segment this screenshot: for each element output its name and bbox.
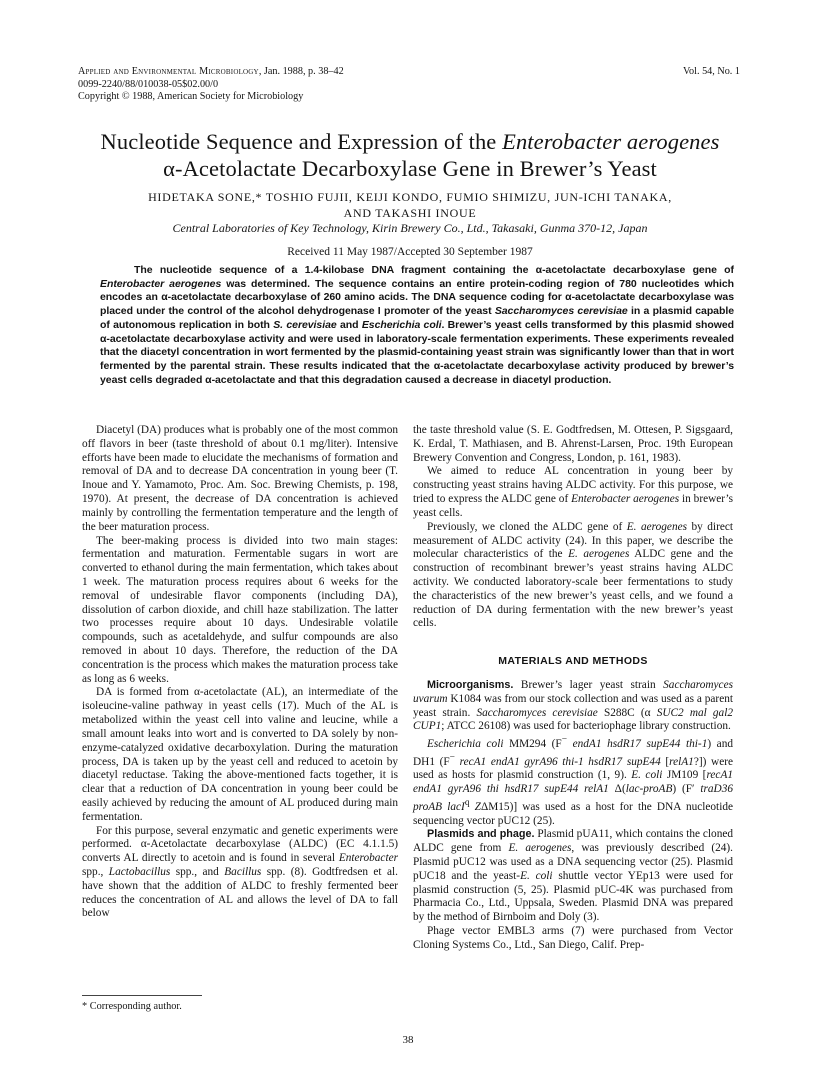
text-run: ; ATCC 26108) was used for bacteriophage library construction. [441,720,731,733]
abstract-italic: S. cerevisiae [273,318,337,331]
abstract-text: in a plasmid capable of autonomous replication in both [100,305,734,331]
paragraph [413,465,733,520]
paragraph [413,521,733,632]
text-run: ?]) were used as hosts for plasmid construction (1, 9). [413,755,733,782]
paragraph [413,828,733,925]
author-list [60,190,760,221]
italic-run: Enterobacter aerogenes [571,493,680,506]
abstract-text: The nucleotide sequence of a 1.4-kilobase DNA fragment containing the α-acetolactate decarboxylase gene of [134,264,734,276]
italic-run: E. aerogenes [568,548,630,561]
article-title [60,128,760,182]
run-in-heading: Plasmids and phage. [427,828,535,841]
text-run: Δ( [608,783,626,796]
text-run: Brewer’s lager yeast strain [513,679,664,691]
paragraph: Diacetyl (DA) produces what is probably one of the most common off flavors in beer (taste threshold of about 0.1 mg/liter). Intensive efforts have been made to elucidate the mechanisms of formation and removal of DA and to decrease DA concentration in young beer (T. Inoue and Y. Yamamoto, Proc. Am. Soc. Brewing Chemists, p. 198, 1970). At present, the decrease of DA concentration is achieved mainly by controlling the fermentation temperature and the length of the beer maturation process. [82,424,398,533]
italic-run: E. coli [631,769,663,782]
italic-run: Lactobacillus [108,866,171,878]
italic-run: SUC2 mal gal2 CUP1 [413,706,733,733]
text-run: spp. (8). Godtfredsen et al. have shown that the addition of ALDC to freshly fermented beer reduces the concentration of AL and allows the level of DA to fall below [82,866,398,920]
journal-name: Applied and Environmental Microbiology [78,66,259,77]
text-run: S288C (α [597,706,657,719]
journal-header [78,66,498,104]
page-number: 38 [402,1034,414,1046]
paragraph: the taste threshold value (S. E. Godtfredsen, M. Ottesen, P. Sigsgaard, K. Erdal, T. Mathiasen, and B. Ahrenst-Larsen, Proc. 19th European Brewery Convention and Congress, London, p. 161, 1983). [413,424,733,464]
run-in-heading: Microorganisms. [427,679,514,691]
text-run: JM109 [ [662,769,707,782]
text-run: K1084 was from our stock collection and was used as a parent yeast strain. [413,692,733,719]
abstract-italic: Enterobacter aerogenes [100,277,222,290]
abstract [100,264,734,387]
abstract-italic: Escherichia coli [361,318,442,331]
italic-run: Enterobacter [338,852,398,865]
text-run: spp., [82,866,109,878]
text-run: For this purpose, several enzymatic and genetic experiments were performed. α-Acetolactate decarboxylase (ALDC) (EC 4.1.1.5) converts AL directly to acetoin and is found in several [82,824,398,865]
title-line1-prefix: Nucleotide Sequence and Expression of the [100,129,503,154]
text-run: ) and DH1 (F [413,738,733,768]
paragraph: The beer-making process is divided into two main stages: fermentation and maturation. Fermentable sugars in wort are converted to ethanol during the main fermentation, which takes about 1 week. The maturation process requires about 6 weeks for the removal of undesirable flavor components (including DA), dissolution of carbon dioxide, and chill haze stabilization. The latter two processes require about 10 days. Undesirable volatile compounds, such as acetaldehyde, and sulfur compounds are also removed in about 10 days. Therefore, the reduction of the DA concentration is the process which makes the maturation process take as long as 6 weeks. [82,534,398,685]
paragraph [413,734,733,828]
received-dates: Received 11 May 1987/Accepted 30 September 1987 [287,246,533,258]
superscript: − [449,752,455,763]
text-run: MM294 (F [503,738,562,751]
italic-run: Escherichia coli [427,738,504,751]
text-run: ALDC gene and the construction of recombinant brewer’s yeast strains having ALDC activity. We conducted laboratory-scale beer fermentations to study the characteristics of the new brewer’s yeast cells, and we found a reduction of DA during fermentation with the new brewer’s yeast cells. [413,548,733,630]
text-run: [ [660,755,670,768]
italic-run: endA1 hsdR17 supE44 thi-1 [567,738,708,751]
italic-run: recA1 endA1 gyrA96 thi-1 hsdR17 supE44 [454,755,661,768]
footnote-rule [82,995,202,996]
abstract-text: and [336,318,362,331]
italic-run: E. aerogenes [508,842,572,855]
text-run: , was previously described (24). Plasmid pUC12 was used as a DNA sequencing vector (25). Plasmid pUC18 and the yeast- [413,842,734,882]
paragraph [82,825,398,922]
superscript: q [464,798,470,809]
text-run: in brewer’s yeast cells. [413,493,733,519]
text-run: We aimed to reduce AL concentration in young beer by constructing yeast strains having ALDC activity. For this purpose, we tried to express the ALDC gene of [413,465,733,506]
text-run: spp., and [170,866,225,878]
italic-run: lac-proAB [625,783,673,796]
italic-run: E. aerogenes [626,520,688,533]
italic-run: relA1 [669,755,694,768]
italic-run: E. coli [520,869,553,882]
italic-run: traD36 proAB lacI [413,783,733,813]
text-run: by direct measurement of ALDC activity (24). In this paper, we describe the molecular characteristics of the [413,520,734,561]
italic-run: recA1 endA1 gyrA96 thi hsdR17 supE44 relA1 [413,769,733,796]
paragraph [413,679,733,734]
article-code: 0099-2240/88/010038-05$02.00/0 [78,78,219,90]
affiliation: Central Laboratories of Key Technology, Kirin Brewery Co., Ltd., Takasaki, Gunma 370-12, Japan [172,221,648,235]
text-run: ΔM15)] was used as a host for the DNA nucleotide sequencing vector pUC12 (25). [413,800,733,827]
italic-run: Bacillus [224,866,262,878]
italic-run: Saccharomyces uvarum [413,679,733,705]
italic-run: Z [469,800,481,813]
text-run: Previously, we cloned the ALDC gene of [427,520,627,533]
volume-info: Vol. 54, No. 1 [683,66,740,77]
section-heading: MATERIALS AND METHODS [498,655,648,668]
superscript: − [561,735,568,746]
copyright-line: Copyright © 1988, American Society for Microbiology [78,91,304,103]
text-run: shuttle vector YEp13 were used for plasmid construction (5, 25). Plasmid pUC-4K was purchased from Pharmacia Co., Ltd., Uppsala, Sweden. Plasmid DNA was prepared by the method of Birnboim and Doly (3). [413,869,733,924]
paragraph: Phage vector EMBL3 arms (7) were purchased from Vector Cloning Systems Co., Ltd., San Diego, Calif. Prep- [413,925,733,951]
left-column [82,424,398,921]
abstract-italic: Saccharomyces cerevisiae [494,305,628,318]
italic-run: Saccharomyces cerevisiae [476,706,598,719]
authors-line2: AND TAKASHI INOUE [343,205,477,220]
issue-info: , Jan. 1988, p. 38–42 [258,66,344,77]
abstract-text: . Brewer’s yeast cells transformed by this plasmid showed α-acetolactate decarboxylase activity and were used in laboratory-scale fermentation experiments. These experiments revealed that the diacetyl concentration in wort fermented by the plasmid-containing yeast strain was significantly lower than that in wort fermented by the parental strain. These results indicated that the α-acetolactate decarboxylase activity produced by brewer’s yeast cells degraded α-acetolactate and that this degradation caused a decrease in diacetyl production. [100,318,734,386]
title-line1-italic: Enterobacter aerogenes [502,129,720,154]
text-run: ) (F′ [672,783,701,796]
abstract-text: was determined. The sequence contains an entire protein-coding region of 780 nucleotides which encodes an α-acetolactate decarboxylase of 260 amino acids. The DNA sequence coding for α-acetolactate decarboxylase was placed under the control of the alcohol dehydrogenase I promoter of the yeast [100,277,734,318]
title-line2: α-Acetolactate Decarboxylase Gene in Brewer’s Yeast [163,156,657,181]
authors-line1: HIDETAKA SONE,* TOSHIO FUJII, KEIJI KONDO, FUMIO SHIMIZU, JUN-ICHI TANAKA, [148,190,672,204]
footnote: * Corresponding author. [82,1001,182,1012]
paragraph: DA is formed from α-acetolactate (AL), an intermediate of the isoleucine-valine pathway in yeast cells (17). Much of the AL is metabolized within the yeast cell into valine and leucine, while a small amount leaks into wort and is converted to DA solely by non-enzyme-catalyzed oxidative decarboxylation. During the maturation process, DA is taken up by the yeast cell and reduced to acetoin by diacetyl reductase. Taking the above-mentioned facts together, it is clear that a reduction of DA concentration in young beer could be easily achieved by reducing the amount of AL produced during main fermentation. [82,686,398,823]
right-column [413,424,733,953]
text-run: Plasmid pUA11, which contains the cloned ALDC gene from [413,828,734,855]
